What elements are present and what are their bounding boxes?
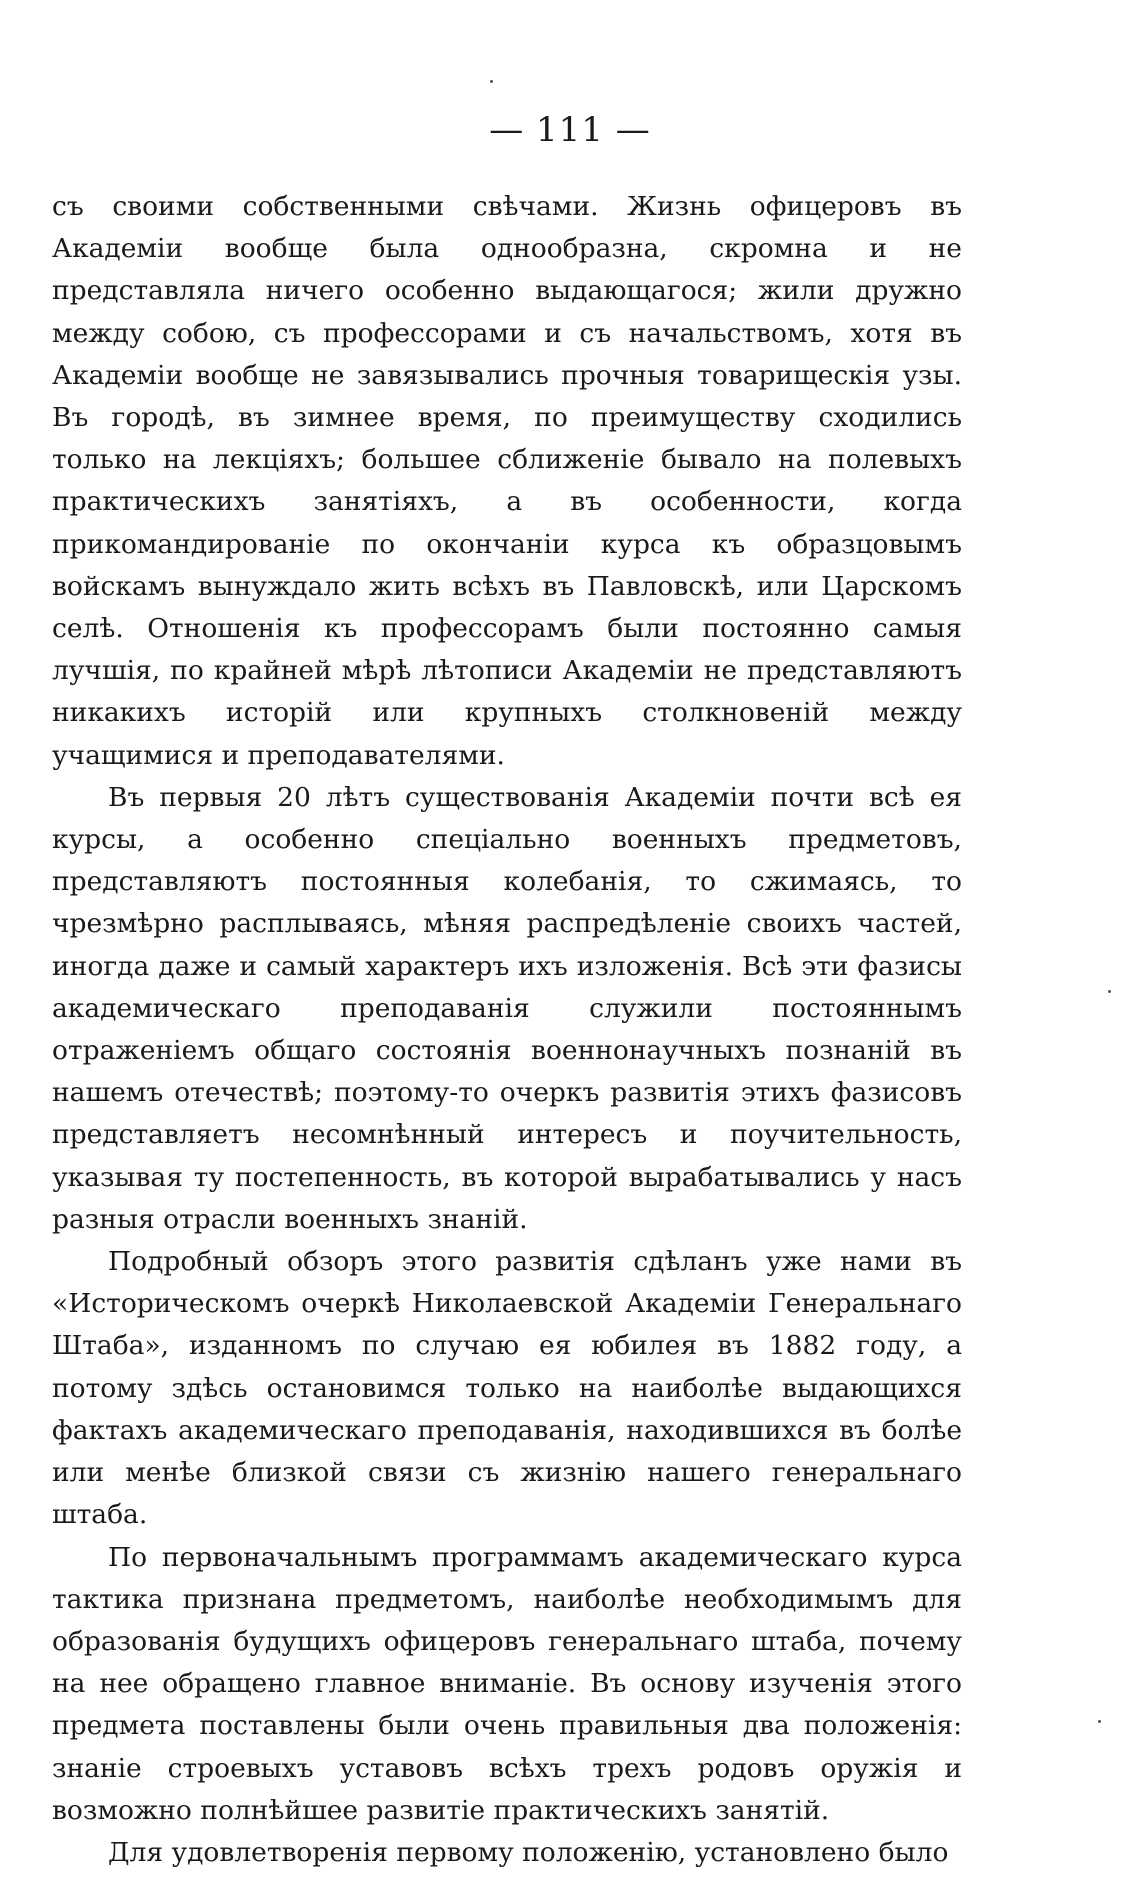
paragraph-continuation: съ своими собственными свѣчами. Жизнь офицеровъ въ Академіи вообще была однообразна, скромна и не представляла ничего особенно выдающагося; жили дружно между собою, съ профессорами и съ начальствомъ, хотя въ Академіи вообще не завязывались прочныя товарищескія узы. Въ городѣ, въ зимнее время, по преимуществу сходились только на лекціяхъ; большее сближеніе бывало на полевыхъ практическихъ занятіяхъ, а въ особенности, когда прикомандированіе по окончаніи курса къ образцовымъ войскамъ вынуждало жить всѣхъ въ Павловскѣ, или Царскомъ селѣ. Отношенія къ профессорамъ были постоянно самыя лучшія, по крайней мѣрѣ лѣтописи Академіи не представляютъ никакихъ исторій или крупныхъ столкновеній между учащимися и преподавателями. [52, 191, 962, 771]
page-number: — 111 — [489, 110, 651, 150]
print-speck [1098, 1720, 1101, 1723]
paragraph-tactics-program: По первоначальнымъ программамъ академическаго курса тактика признана предметомъ, наиболѣе необходимымъ для образованія будущихъ офицеровъ генеральнаго штаба, почему на нее обращено главное вниманіе. Въ основу изученія этого предмета поставлены были очень правильныя два положенія: знаніе строевыхъ уставовъ всѣхъ трехъ родовъ оружія и возможно полнѣйшее развитіе практическихъ занятій. [52, 1541, 962, 1826]
body-text [52, 186, 962, 1874]
paragraph-first-requirement: Для удовлетворенія первому положенію, установлено было [108, 1836, 949, 1868]
paragraph-detailed-review: Подробный обзоръ этого развитія сдѣланъ уже нами въ «Историческомъ очеркѣ Николаевской Академіи Генеральнаго Штаба», изданномъ по случаю ея юбилея въ 1882 году, а потому здѣсь остановимся только на наиболѣе выдающихся фактахъ академическаго преподаванія, находившихся въ болѣе или менѣе близкой связи съ жизнію нашего генеральнаго штаба. [52, 1246, 962, 1531]
paragraph-first-twenty-years: Въ первыя 20 лѣтъ существованія Академіи почти всѣ ея курсы, а особенно спеціально военныхъ предметовъ, представляютъ постоянныя колебанія, то сжимаясь, то чрезмѣрно расплываясь, мѣняя распредѣленіе своихъ частей, иногда даже и самый характеръ ихъ изложенія. Всѣ эти фазисы академическаго преподаванія служили постояннымъ отраженіемъ общаго состоянія военнонаучныхъ познаній въ нашемъ отечествѣ; поэтому-то очеркъ развитія этихъ фазисовъ представляетъ несомнѣнный интересъ и поучительность, указывая ту постепенность, въ которой вырабатывались у насъ разныя отрасли военныхъ знаній. [52, 781, 962, 1235]
print-speck [490, 80, 493, 83]
print-speck [1108, 990, 1111, 993]
